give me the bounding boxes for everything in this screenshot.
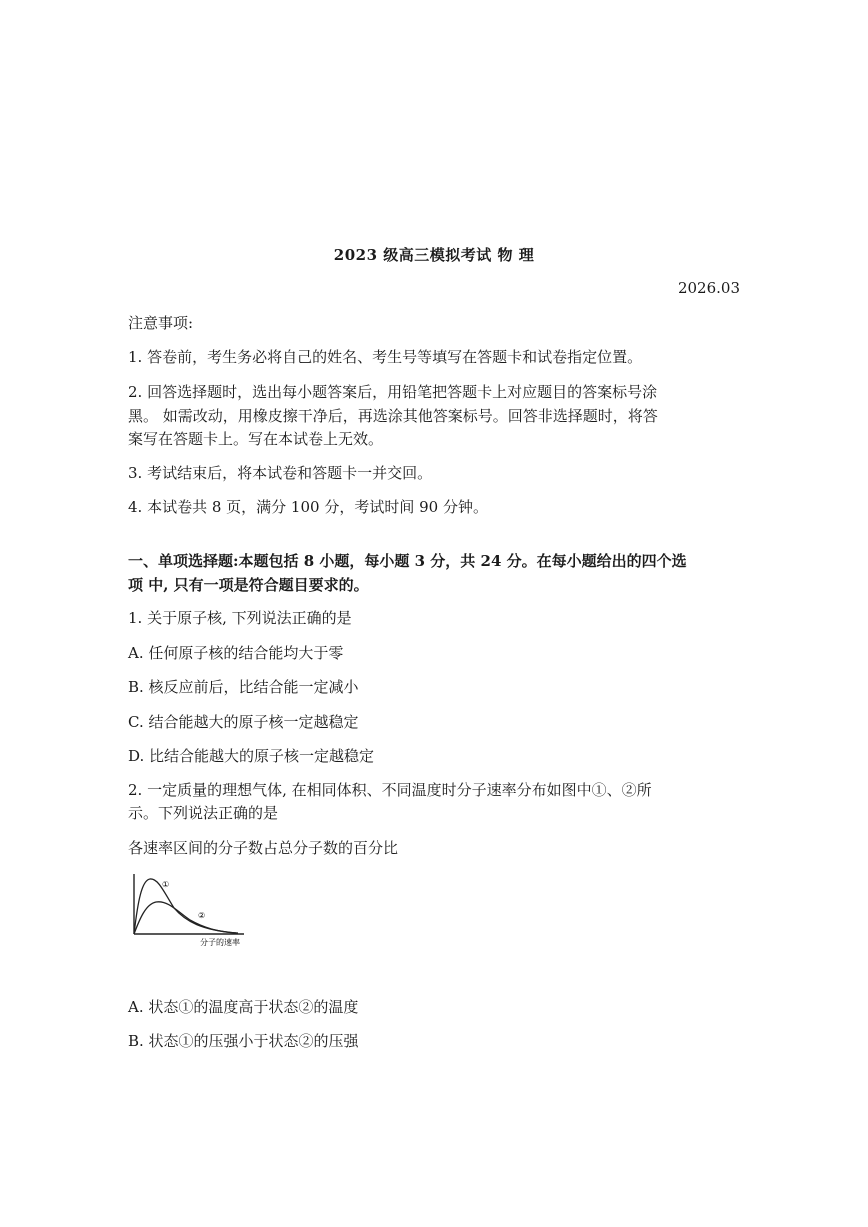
notice-item-4: 4. 本试卷共 8 页，满分 100 分，考试时间 90 分钟。 — [128, 498, 488, 516]
section-heading-line1: 一、单项选择题:本题包括 8 小题，每小题 3 分，共 24 分。在每小题给出的四个选 — [128, 552, 687, 570]
speed-distribution-figure — [126, 870, 256, 950]
notice-item-2-line2: 黑。 如需改动，用橡皮擦干净后，再选涂其他答案标号。回答非选择题时，将答 — [128, 407, 658, 425]
figure-caption-top: 各速率区间的分子数占总分子数的百分比 — [128, 839, 399, 857]
curve-1 — [134, 879, 236, 934]
question-1-option-a: A. 任何原子核的结合能均大于零 — [128, 644, 344, 662]
question-1-option-b: B. 核反应前后，比结合能一定减小 — [128, 678, 359, 696]
question-2-option-b: B. 状态①的压强小于状态②的压强 — [128, 1032, 359, 1050]
question-1-option-d: D. 比结合能越大的原子核一定越稳定 — [128, 747, 375, 765]
question-2-option-a: A. 状态①的温度高于状态②的温度 — [128, 998, 359, 1016]
question-2-stem-line2: 示。下列说法正确的是 — [128, 804, 279, 822]
section-heading-line2: 项 中, 只有一项是符合题目要求的。 — [128, 576, 369, 594]
question-1-option-c: C. 结合能越大的原子核一定越稳定 — [128, 713, 359, 731]
notice-heading: 注意事项: — [128, 314, 194, 332]
curve-2-label: ② — [198, 911, 206, 920]
curve-1-label: ① — [162, 880, 170, 889]
exam-title: 2023 级高三模拟考试 物 理 — [333, 246, 535, 264]
x-axis-label: 分子的速率 — [200, 938, 240, 947]
notice-item-3: 3. 考试结束后，将本试卷和答题卡一并交回。 — [128, 464, 433, 482]
notice-item-2-line1: 2. 回答选择题时，选出每小题答案后，用铅笔把答题卡上对应题目的答案标号涂 — [128, 383, 658, 401]
speed-distribution-graph — [126, 870, 256, 950]
notice-item-2-line3: 案写在答题卡上。写在本试卷上无效。 — [128, 430, 384, 448]
exam-date: 2026.03 — [677, 279, 740, 297]
curve-2 — [134, 902, 238, 934]
question-2-stem-line1: 2. 一定质量的理想气体, 在相同体积、不同温度时分子速率分布如图中①、②所 — [128, 781, 652, 799]
question-1-stem: 1. 关于原子核, 下列说法正确的是 — [128, 609, 352, 627]
notice-item-1: 1. 答卷前，考生务必将自己的姓名、考生号等填写在答题卡和试卷指定位置。 — [128, 348, 643, 366]
